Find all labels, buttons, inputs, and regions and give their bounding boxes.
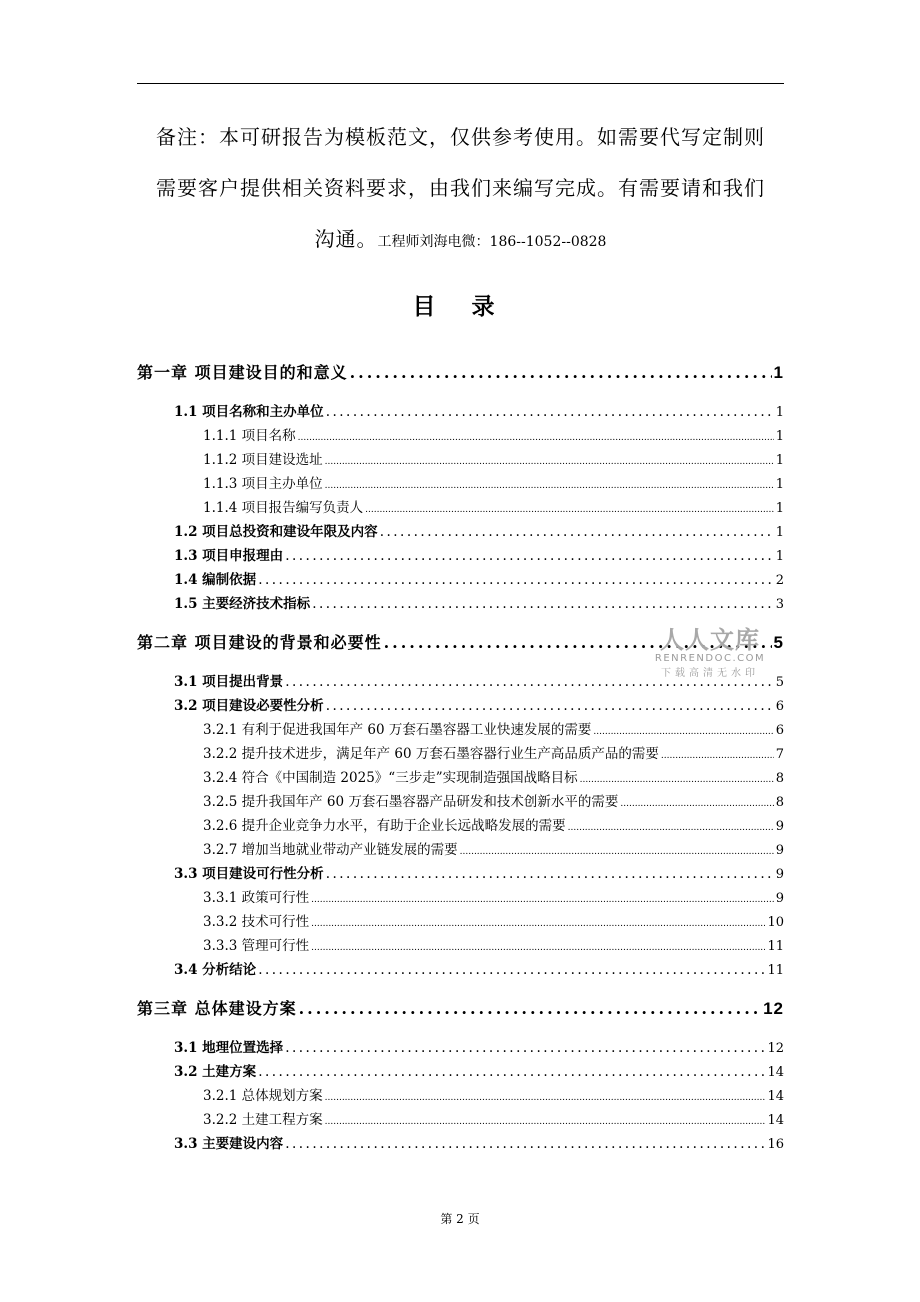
toc-subsection[interactable] (137, 448, 784, 472)
toc-page-number: 1 (775, 549, 784, 564)
toc-page-number: 1 (775, 429, 784, 444)
toc-chapter-spacer (137, 982, 784, 996)
toc-page-number: 1 (775, 525, 784, 540)
watermark (645, 620, 775, 679)
toc-entry-label: 3.1 项目提出背景 (174, 674, 284, 690)
toc-leader (285, 1136, 765, 1152)
toc-section[interactable] (137, 592, 784, 616)
toc-page-number: 12 (767, 1041, 784, 1056)
toc-leader (312, 596, 774, 612)
toc-chapter[interactable] (137, 360, 784, 386)
toc-entry-label: 3.2 项目建设必要性分析 (174, 698, 324, 714)
toc-leader (298, 433, 774, 443)
toc-entry-label: 3.3 主要建设内容 (174, 1136, 284, 1152)
toc-leader (311, 943, 765, 953)
toc-subsection[interactable] (137, 1084, 784, 1108)
toc-entry-label: 1.1.1 项目名称 (203, 428, 296, 444)
toc-entry-label: 3.3.3 管理可行性 (203, 938, 310, 954)
toc-entry-label: 3.2.7 增加当地就业带动产业链发展的需要 (203, 842, 458, 858)
toc-page-number: 9 (775, 843, 784, 858)
toc-leader (620, 799, 773, 809)
toc-leader (258, 572, 774, 588)
toc-entry-label: 1.1.2 项目建设选址 (203, 452, 323, 468)
toc-entry-label: 3.3 项目建设可行性分析 (174, 866, 324, 882)
toc-page-number: 1 (775, 453, 784, 468)
toc-page-number: 11 (767, 963, 784, 978)
watermark-tagline: 下载高清无水印 (661, 668, 759, 679)
toc-page-number: 5 (775, 675, 784, 690)
toc-title: 目 录 (412, 293, 509, 320)
toc-entry-label: 3.2.1 总体规划方案 (203, 1088, 323, 1104)
watermark-url: RENRENDOC.COM (654, 653, 766, 664)
toc-leader (325, 1093, 766, 1103)
toc-page-number: 14 (767, 1113, 784, 1128)
toc-leader (325, 481, 774, 491)
toc-subsection[interactable] (137, 886, 784, 910)
toc-entry-label: 3.2.2 提升技术进步，满足年产 60 万套石墨容器行业生产高品质产品的需要 (203, 746, 659, 762)
toc-leader (460, 847, 774, 857)
toc-subsection[interactable] (137, 496, 784, 520)
toc-subsection[interactable] (137, 814, 784, 838)
toc-page-number: 12 (763, 999, 784, 1018)
toc-leader (285, 1040, 765, 1056)
toc-entry-label: 3.4 分析结论 (174, 962, 257, 978)
toc-leader (325, 457, 774, 467)
toc-page-number: 5 (773, 633, 784, 652)
toc-section[interactable] (137, 400, 784, 424)
toc-leader (326, 404, 774, 420)
toc-entry-label: 1.1 项目名称和主办单位 (174, 404, 324, 420)
toc-leader (365, 505, 774, 515)
toc-leader (326, 698, 774, 714)
toc-page-number: 1 (773, 363, 784, 382)
toc-subsection[interactable] (137, 910, 784, 934)
toc-page-number: 14 (767, 1065, 784, 1080)
toc-entry-label: 1.1.4 项目报告编写负责人 (203, 500, 364, 516)
note-line-3 (137, 223, 784, 252)
toc-subsection[interactable] (137, 718, 784, 742)
note-line-3-text: 沟通。 (314, 227, 378, 251)
toc-section[interactable] (137, 862, 784, 886)
toc-page-number: 1 (775, 477, 784, 492)
toc-entry-label: 1.2 项目总投资和建设年限及内容 (174, 524, 378, 540)
toc-subsection[interactable] (137, 766, 784, 790)
toc-section[interactable] (137, 568, 784, 592)
toc-section[interactable] (137, 544, 784, 568)
toc-entry-label: 3.2 土建方案 (174, 1064, 257, 1080)
watermark-logo: 人人文库 (660, 626, 760, 654)
toc-leader (258, 962, 765, 978)
toc-page-number: 16 (767, 1137, 784, 1152)
note-line-1: 备注：本可研报告为模板范文，仅供参考使用。如需要代写定制则 (156, 125, 765, 149)
toc-leader (568, 823, 774, 833)
toc-page-number: 7 (775, 747, 784, 762)
toc-section[interactable] (137, 520, 784, 544)
toc-leader (299, 999, 762, 1018)
toc-entry-label: 1.4 编制依据 (174, 572, 257, 588)
page-number: 第 2 页 (440, 1212, 480, 1226)
toc-leader (350, 363, 772, 382)
toc-page-number: 1 (775, 405, 784, 420)
toc-entry-label: 3.1 地理位置选择 (174, 1040, 284, 1056)
toc-section[interactable] (137, 1132, 784, 1156)
toc-entry-label: 3.2.6 提升企业竞争力水平，有助于企业长远战略发展的需要 (203, 818, 566, 834)
toc-subsection[interactable] (137, 790, 784, 814)
toc-page-number: 2 (775, 573, 784, 588)
toc-entry-label: 1.5 主要经济技术指标 (174, 596, 311, 612)
table-of-contents (137, 360, 784, 1170)
toc-subsection[interactable] (137, 1108, 784, 1132)
toc-page-number: 8 (775, 771, 784, 786)
toc-page-number: 6 (775, 699, 784, 714)
toc-leader (325, 1117, 766, 1127)
toc-subsection[interactable] (137, 742, 784, 766)
toc-leader (311, 895, 774, 905)
toc-leader (258, 1064, 765, 1080)
toc-subsection[interactable] (137, 424, 784, 448)
toc-chapter-label: 第三章 总体建设方案 (137, 999, 297, 1018)
toc-leader (326, 866, 774, 882)
toc-page-number: 1 (775, 501, 784, 516)
toc-section[interactable] (137, 958, 784, 982)
toc-page-number: 14 (767, 1089, 784, 1104)
toc-entry-label: 3.3.1 政策可行性 (203, 890, 310, 906)
toc-page-number: 6 (775, 723, 784, 738)
toc-chapter-label: 第一章 项目建设目的和意义 (137, 363, 348, 382)
toc-page-number: 9 (775, 891, 784, 906)
toc-entry-label: 3.2.4 符合《中国制造 2025》“三步走”实现制造强国战略目标 (203, 770, 578, 786)
toc-chapter-spacer (137, 1156, 784, 1170)
toc-section[interactable] (137, 694, 784, 718)
toc-entry-label: 1.3 项目申报理由 (174, 548, 284, 564)
toc-page-number: 8 (775, 795, 784, 810)
toc-leader (380, 524, 774, 540)
toc-chapter[interactable] (137, 996, 784, 1022)
toc-page-number: 10 (767, 915, 784, 930)
toc-leader (580, 775, 774, 785)
toc-section[interactable] (137, 1060, 784, 1084)
note-line-2: 需要客户提供相关资料要求，由我们来编写完成。有需要请和我们 (156, 176, 765, 200)
toc-entry-label: 3.2.5 提升我国年产 60 万套石墨容器产品研发和技术创新水平的需要 (203, 794, 619, 810)
toc-entry-label: 3.2.1 有利于促进我国年产 60 万套石墨容器工业快速发展的需要 (203, 722, 592, 738)
toc-subsection[interactable] (137, 934, 784, 958)
toc-page-number: 3 (775, 597, 784, 612)
toc-subsection[interactable] (137, 472, 784, 496)
header-rule (137, 83, 784, 84)
toc-entry-label: 3.2.2 土建工程方案 (203, 1112, 323, 1128)
toc-page-number: 9 (775, 819, 784, 834)
toc-leader (661, 751, 774, 761)
toc-section[interactable] (137, 1036, 784, 1060)
toc-leader (593, 727, 773, 737)
contact-info: 工程师刘海电微：186--1052--0828 (377, 234, 607, 250)
toc-page-number: 9 (775, 867, 784, 882)
toc-leader (285, 548, 774, 564)
toc-entry-label: 3.3.2 技术可行性 (203, 914, 310, 930)
toc-page-number: 11 (767, 939, 784, 954)
toc-subsection[interactable] (137, 838, 784, 862)
toc-chapter-label: 第二章 项目建设的背景和必要性 (137, 633, 382, 652)
toc-entry-label: 1.1.3 项目主办单位 (203, 476, 323, 492)
toc-leader (311, 919, 765, 929)
